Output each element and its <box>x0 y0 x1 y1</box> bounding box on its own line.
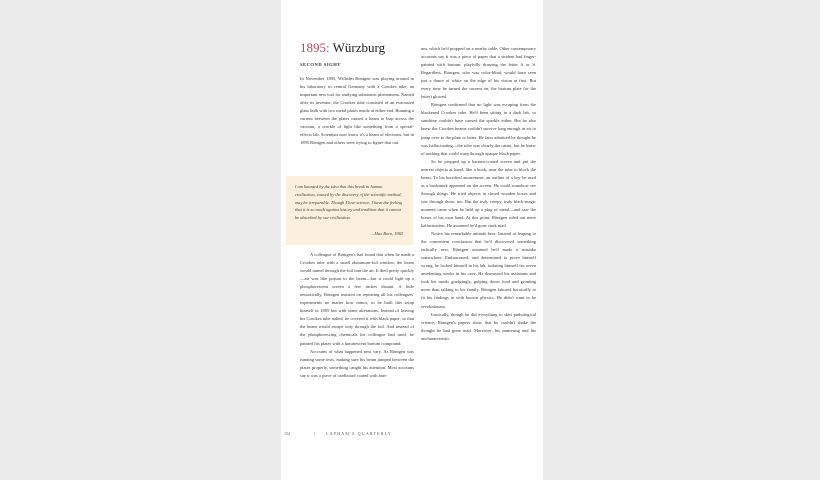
page-number: 154 <box>284 431 290 436</box>
left-column-top <box>300 75 414 147</box>
pull-quote-text: I am haunted by the idea that this break in human civilization, caused by the discovery of the scientific method, may be irreparable. Though I love science, I have the feeling that it is so much against history and tradition that it cannot be absorbed by our civilization. <box>295 184 402 221</box>
right-column <box>421 45 536 343</box>
article-title <box>300 40 385 56</box>
paragraph: A colleague of Röntgen's had found that when he made a Crookes tube with a small aluminum-foil window, the beam would tunnel through the foil into the air. It died pretty quickly—air was like poison to the beam—but it could light up a phosphorescent screen a few inches distant. A little neurotically, Röntgen insisted on repeating all his colleagues' experiments no matter how minor, so he built this setup himself in 1895 but with some alterations. Instead of leaving his Crookes tube naked, he covered it with black paper, so that the beam would escape only through the foil. And instead of the phosphorescing chemicals his colleague had used, he painted his plates with a luminescent barium compound. <box>300 252 414 346</box>
left-column-bottom <box>300 251 414 380</box>
paragraph: um, which he'd propped on a nearby table. Other contemporary accounts say it was a piece of paper that a student had finger-painted with barium, playfully drawing the letter A or S. Regardless, Röntgen, who was color-blind, would have seen just a dance of white on the edge of his vision at first. But every time he turned the current on, the barium plate (or the letter) glowed. <box>421 46 536 100</box>
paragraph: Röntgen confirmed that no light was escaping from the blackened Crookes tube. He'd been sitting in a dark lab, so sunshine couldn't have caused the sparkle either. But he also knew the Crookes beams couldn't survive long enough in air to jump over to the plate or letter. He later admitted he thought he was hallucinating—the tube was clearly the cause, but he knew of nothing that could warp through opaque black paper. <box>421 102 536 156</box>
paragraph: Ironically, though he did everything to skirt pathological science, Röntgen's papers show that he couldn't shake the thought he had gone mad. Moreover, his muttering and his uncharacteristic <box>421 311 536 341</box>
article-year: 1895: <box>300 40 330 55</box>
article-place: Würzburg <box>332 40 386 55</box>
publication-name: LAPHAM'S QUARTERLY <box>326 431 393 436</box>
paragraph: Notice his remarkable attitude here. Instead of leaping to the convenient conclusion that he'd discovered something radically new, Röntgen assumed he'd made a mistake somewhere. Embarrassed, and determined to prove himself wrong, he locked himself in his lab, isolating himself for seven unrelenting weeks in his cave. He dismissed his assistants and took his meals grudgingly, gulping down food and grunting more than talking to his family. Röntgen labored heroically to fit his findings in with known physics. He didn't want to be revolutionary. <box>421 231 536 309</box>
pull-quote-attribution: —Max Born, 1965 <box>370 231 403 236</box>
article-subtitle: SECOND SIGHT <box>300 62 341 67</box>
paragraph: Accounts of what happened next vary. As Röntgen was running some tests, making sure his beam jumped between the plates properly, something caught his attention. Most accounts say it was a piece of cardboard coated with bari- <box>300 348 414 378</box>
footer-separator: | <box>314 431 315 436</box>
paragraph: In November 1895, Wilhelm Röntgen was playing around in his laboratory in central Germany with a Crookes tube, an important new tool for studying subatomic phenomena. Named after its inventor, the Crookes tube consisted of an evacuated glass bulb with two metal plates inside at either end. Running a current between the plates caused a beam to leap across the vacuum, a crackle of light like something from a special-effects lab. Scientists now know it's a beam of electrons, but in 1895 Röntgen and others were trying to figure that out. <box>300 76 414 146</box>
paragraph: So he propped up a barium-coated screen and put the nearest objects at hand, like a book, near the tube to block the beam. To his horrified amazement, an outline of a key he used as a bookmark appeared on the screen. He could somehow see through things. He tried objects in closed wooden boxes and saw through those, too. But the truly creepy, truly black-magic moment came when he held up a plug of metal—and saw the bones of his own hand. At this point, Röntgen ruled out mere hallucination. He assumed he'd gone stark mad. <box>421 158 536 229</box>
